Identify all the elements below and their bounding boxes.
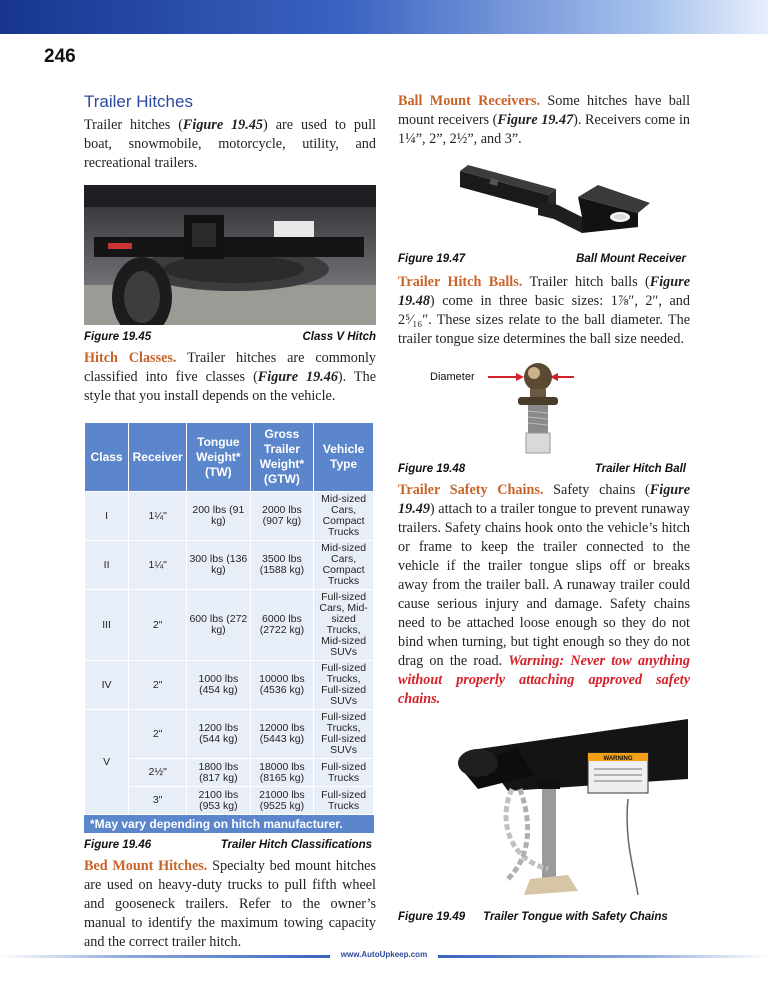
cell-tw: 600 lbs (272 kg) (187, 590, 251, 661)
figure-19-47-caption (398, 253, 690, 265)
hitch-classes-paragraph (84, 349, 376, 406)
cell-gtw: 12000 lbs (5443 kg) (250, 710, 314, 759)
table-row (85, 661, 374, 710)
page-number: 246 (44, 46, 76, 67)
table-row (85, 787, 374, 815)
safety-chains-pre: Safety chains ( (543, 482, 650, 498)
table-header-row (85, 423, 374, 492)
table-row (85, 492, 374, 541)
safety-chains-heading: Trailer Safety Chains. (398, 482, 544, 498)
ball-mount-receiver-photo (398, 157, 690, 249)
trailer-tongue-illustration (438, 719, 688, 905)
figure-ref-19-48: Figure 19.48 (398, 274, 690, 309)
hitch-classes-pre: Trailer hitches are commonly classified into five classes ( (84, 350, 377, 385)
cell-receiver: 2" (129, 590, 187, 661)
header-tongue-weight: Tongue Weight* (TW) (187, 423, 251, 492)
cell-class: II (85, 541, 129, 590)
footer-url: www.AutoUpkeep.com (340, 950, 428, 959)
cell-tw: 1200 lbs (544 kg) (187, 710, 251, 759)
figure-19-46-caption (84, 839, 376, 851)
safety-warning: Warning: Never tow anything without properly attaching approved safety chains. (398, 653, 690, 707)
cell-type: Full-sized Cars, Mid-sized Trucks, Mid-sized SUVs (314, 590, 374, 661)
cell-type: Full-sized Trucks (314, 759, 374, 787)
figure-title: Trailer Tongue with Safety Chains (483, 911, 668, 923)
figure-ref-19-45: Figure 19.45 (182, 117, 264, 133)
ball-mount-paragraph (398, 92, 690, 149)
table-row (85, 541, 374, 590)
ball-mount-receiver-illustration (398, 157, 690, 249)
figure-19-48-caption (398, 463, 690, 475)
bed-mount-paragraph (84, 857, 376, 952)
figure-title: Trailer Hitch Ball (594, 463, 686, 475)
cell-gtw: 21000 lbs (9525 kg) (250, 787, 314, 815)
hitch-balls-post: ) come in three basic sizes: 1⅞″, 2″, and 2⁵⁄₁₆″. These sizes relate to the ball diameter. The trailer tongue size determines the ball size needed. (398, 293, 690, 347)
hitch-balls-paragraph (398, 273, 690, 349)
header-vehicle-type: Vehicle Type (314, 423, 374, 492)
cell-gtw: 6000 lbs (2722 kg) (250, 590, 314, 661)
cell-receiver: 1¼" (129, 541, 187, 590)
ball-mount-post: ). Receivers come in 1¼”, 2”, 2½”, and 3”. (398, 112, 690, 147)
diameter-label: Diameter (430, 371, 475, 383)
figure-19-45-caption (84, 331, 376, 343)
figure-number: Figure 19.48 (398, 463, 466, 475)
header-class: Class (85, 423, 129, 492)
bed-mount-heading: Bed Mount Hitches. (84, 858, 208, 874)
cell-tw: 1000 lbs (454 kg) (187, 661, 251, 710)
cell-type: Mid-sized Cars, Compact Trucks (314, 492, 374, 541)
cell-tw: 200 lbs (91 kg) (187, 492, 251, 541)
cell-receiver: 1¼" (129, 492, 187, 541)
safety-chains-paragraph (398, 481, 690, 709)
cell-gtw: 3500 lbs (1588 kg) (250, 541, 314, 590)
hitch-balls-pre: Trailer hitch balls ( (522, 274, 650, 290)
cell-receiver: 2" (129, 710, 187, 759)
cell-receiver: 2" (129, 661, 187, 710)
figure-ref-19-47: Figure 19.47 (497, 112, 574, 128)
figure-ref-19-49: Figure 19.49 (398, 482, 691, 517)
safety-chains-post: ) attach to a trailer tongue to prevent runaway trailers. Safety chains hook onto the vehicle’s hitch or frame to keep the trailer connected to the vehicle if the trailer tongue slips off or breaks away from the trailer ball. A runaway trailer could cause serious injury and damage. Safety chains need to be attached loose enough so they do not bind when turning, but tight enough so they do not drag on the road. (398, 501, 690, 669)
cell-type: Mid-sized Cars, Compact Trucks (314, 541, 374, 590)
header-receiver: Receiver (129, 423, 187, 492)
trailer-tongue-chains-photo (438, 719, 688, 905)
trailer-hitch-ball-photo (398, 357, 690, 463)
cell-receiver: 3" (129, 787, 187, 815)
hitch-classes-post: ). The style that you install depends on the vehicle. (84, 369, 376, 404)
figure-title: Trailer Hitch Classifications (220, 839, 372, 851)
hitch-balls-heading: Trailer Hitch Balls. (398, 274, 523, 290)
hitch-classification-table (84, 422, 374, 815)
cell-receiver: 2½" (129, 759, 187, 787)
bed-mount-text: Specialty bed mount hitches are used on heavy-duty trucks to pull fifth wheel and gooseneck trailers. Refer to the owner’s manual to identify the maximum towing capacity and the correct trailer hitch. (84, 858, 376, 950)
footer-rule-right (438, 955, 768, 958)
table-footnote: *May vary depending on hitch manufacturer. (84, 815, 374, 833)
intro-paragraph (84, 116, 376, 173)
cell-class: I (85, 492, 129, 541)
hitch-classes-heading: Hitch Classes. (84, 350, 177, 366)
left-column (84, 92, 376, 952)
warning-decal-text: WARNING (603, 756, 633, 762)
cell-tw: 300 lbs (136 kg) (187, 541, 251, 590)
figure-title: Ball Mount Receiver (576, 253, 686, 265)
hitch-classification-table-wrap (84, 422, 376, 833)
intro-pre: Trailer hitches ( (84, 117, 183, 133)
table-row (85, 710, 374, 759)
cell-tw: 1800 lbs (817 kg) (187, 759, 251, 787)
cell-gtw: 18000 lbs (8165 kg) (250, 759, 314, 787)
footer-rule-left (0, 955, 330, 958)
cell-gtw: 2000 lbs (907 kg) (250, 492, 314, 541)
figure-19-49-caption (398, 911, 690, 923)
cell-gtw: 10000 lbs (4536 kg) (250, 661, 314, 710)
cell-type: Full-sized Trucks, Full-sized SUVs (314, 661, 374, 710)
figure-title: Class V Hitch (302, 331, 376, 343)
cell-class: III (85, 590, 129, 661)
figure-number: Figure 19.45 (84, 331, 152, 343)
class-v-hitch-illustration (84, 185, 376, 325)
cell-type: Full-sized Trucks (314, 787, 374, 815)
header-banner (0, 0, 768, 34)
cell-class: V (85, 710, 129, 815)
header-gross-trailer-weight: Gross Trailer Weight* (GTW) (250, 423, 314, 492)
figure-number: Figure 19.47 (398, 253, 466, 265)
cell-class: IV (85, 661, 129, 710)
right-column (398, 92, 690, 923)
figure-number: Figure 19.49 (398, 911, 466, 923)
table-row (85, 590, 374, 661)
class-v-hitch-photo (84, 185, 376, 325)
ball-mount-heading: Ball Mount Receivers. (398, 93, 540, 109)
figure-number: Figure 19.46 (84, 839, 152, 851)
table-row (85, 759, 374, 787)
cell-type: Full-sized Trucks, Full-sized SUVs (314, 710, 374, 759)
ball-mount-pre: Some hitches have ball mount receivers ( (398, 93, 691, 128)
figure-ref-19-46: Figure 19.46 (257, 369, 338, 385)
section-title: Trailer Hitches (84, 92, 193, 111)
intro-post: ) are used to pull boat, snowmobile, motorcycle, utility, and recreational trailers. (84, 117, 376, 171)
cell-tw: 2100 lbs (953 kg) (187, 787, 251, 815)
